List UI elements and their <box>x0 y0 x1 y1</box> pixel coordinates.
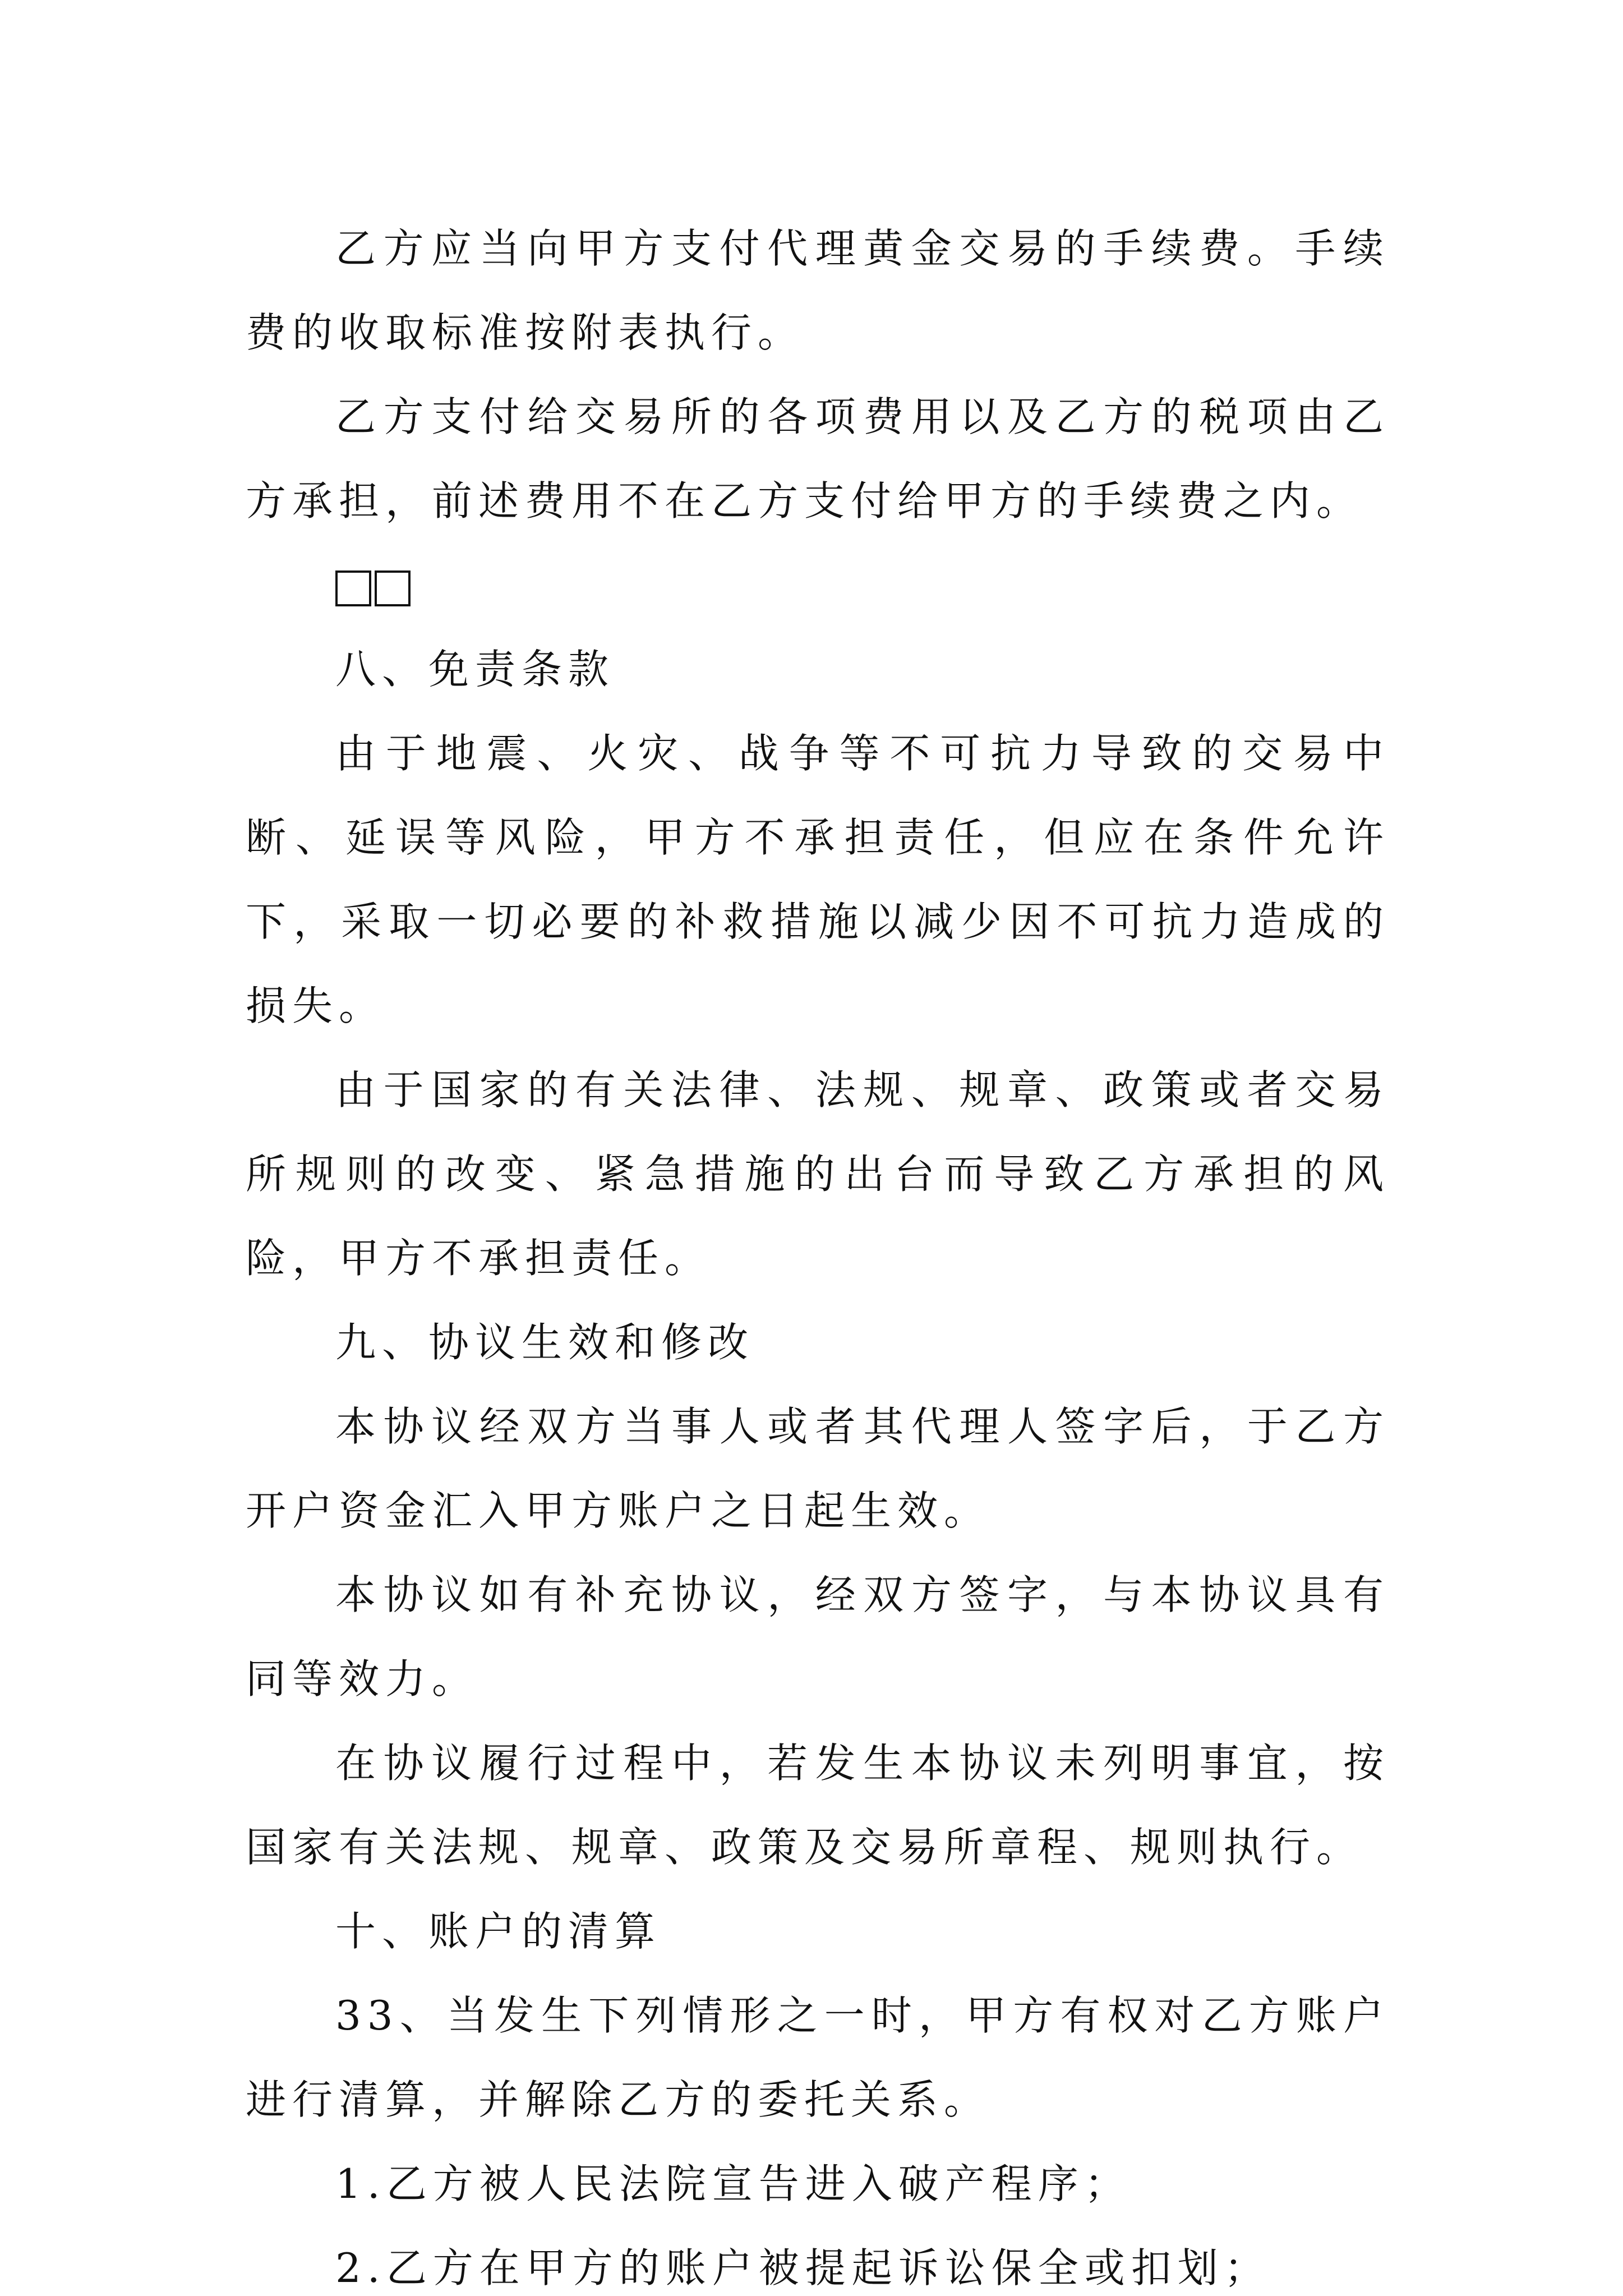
section-heading-effectiveness: 九、协议生效和修改 <box>335 1319 755 1366</box>
effectiveness-paragraph: 在协议履行过程中，若发生本协议未列明事宜，按国家有关法规、规章、政策及交易所章程、规则执行。 <box>246 1740 1390 1871</box>
placeholder-glyphs <box>246 543 1390 627</box>
document-body <box>246 206 1390 2296</box>
missing-glyph-icon <box>335 570 371 606</box>
liquidation-list-item: 2.乙方在甲方的账户被提起诉讼保全或扣划； <box>335 2244 1271 2292</box>
fee-paragraph: 乙方应当向甲方支付代理黄金交易的手续费。手续费的收取标准按附表执行。 <box>246 225 1390 356</box>
section-heading-disclaimer: 八、免责条款 <box>335 646 615 693</box>
tax-paragraph: 乙方支付给交易所的各项费用以及乙方的税项由乙方承担，前述费用不在乙方支付给甲方的手续费之内。 <box>246 393 1390 524</box>
missing-glyph-icon <box>375 570 411 606</box>
disclaimer-paragraph: 由于国家的有关法律、法规、规章、政策或者交易所规则的改变、紧急措施的出台而导致乙方承担的风险，甲方不承担责任。 <box>246 1066 1390 1282</box>
liquidation-paragraph: 33、当发生下列情形之一时，甲方有权对乙方账户进行清算，并解除乙方的委托关系。 <box>246 1992 1390 2123</box>
disclaimer-paragraph: 由于地震、火灾、战争等不可抗力导致的交易中断、延误等风险，甲方不承担责任，但应在条件允许下，采取一切必要的补救措施以减少因不可抗力造成的损失。 <box>246 730 1390 1029</box>
effectiveness-paragraph: 本协议如有补充协议，经双方签字，与本协议具有同等效力。 <box>246 1571 1390 1703</box>
effectiveness-paragraph: 本协议经双方当事人或者其代理人签字后，于乙方开户资金汇入甲方账户之日起生效。 <box>246 1403 1390 1534</box>
section-heading-liquidation: 十、账户的清算 <box>335 1908 662 1955</box>
liquidation-list-item: 1.乙方被人民法院宣告进入破产程序； <box>335 2160 1131 2207</box>
